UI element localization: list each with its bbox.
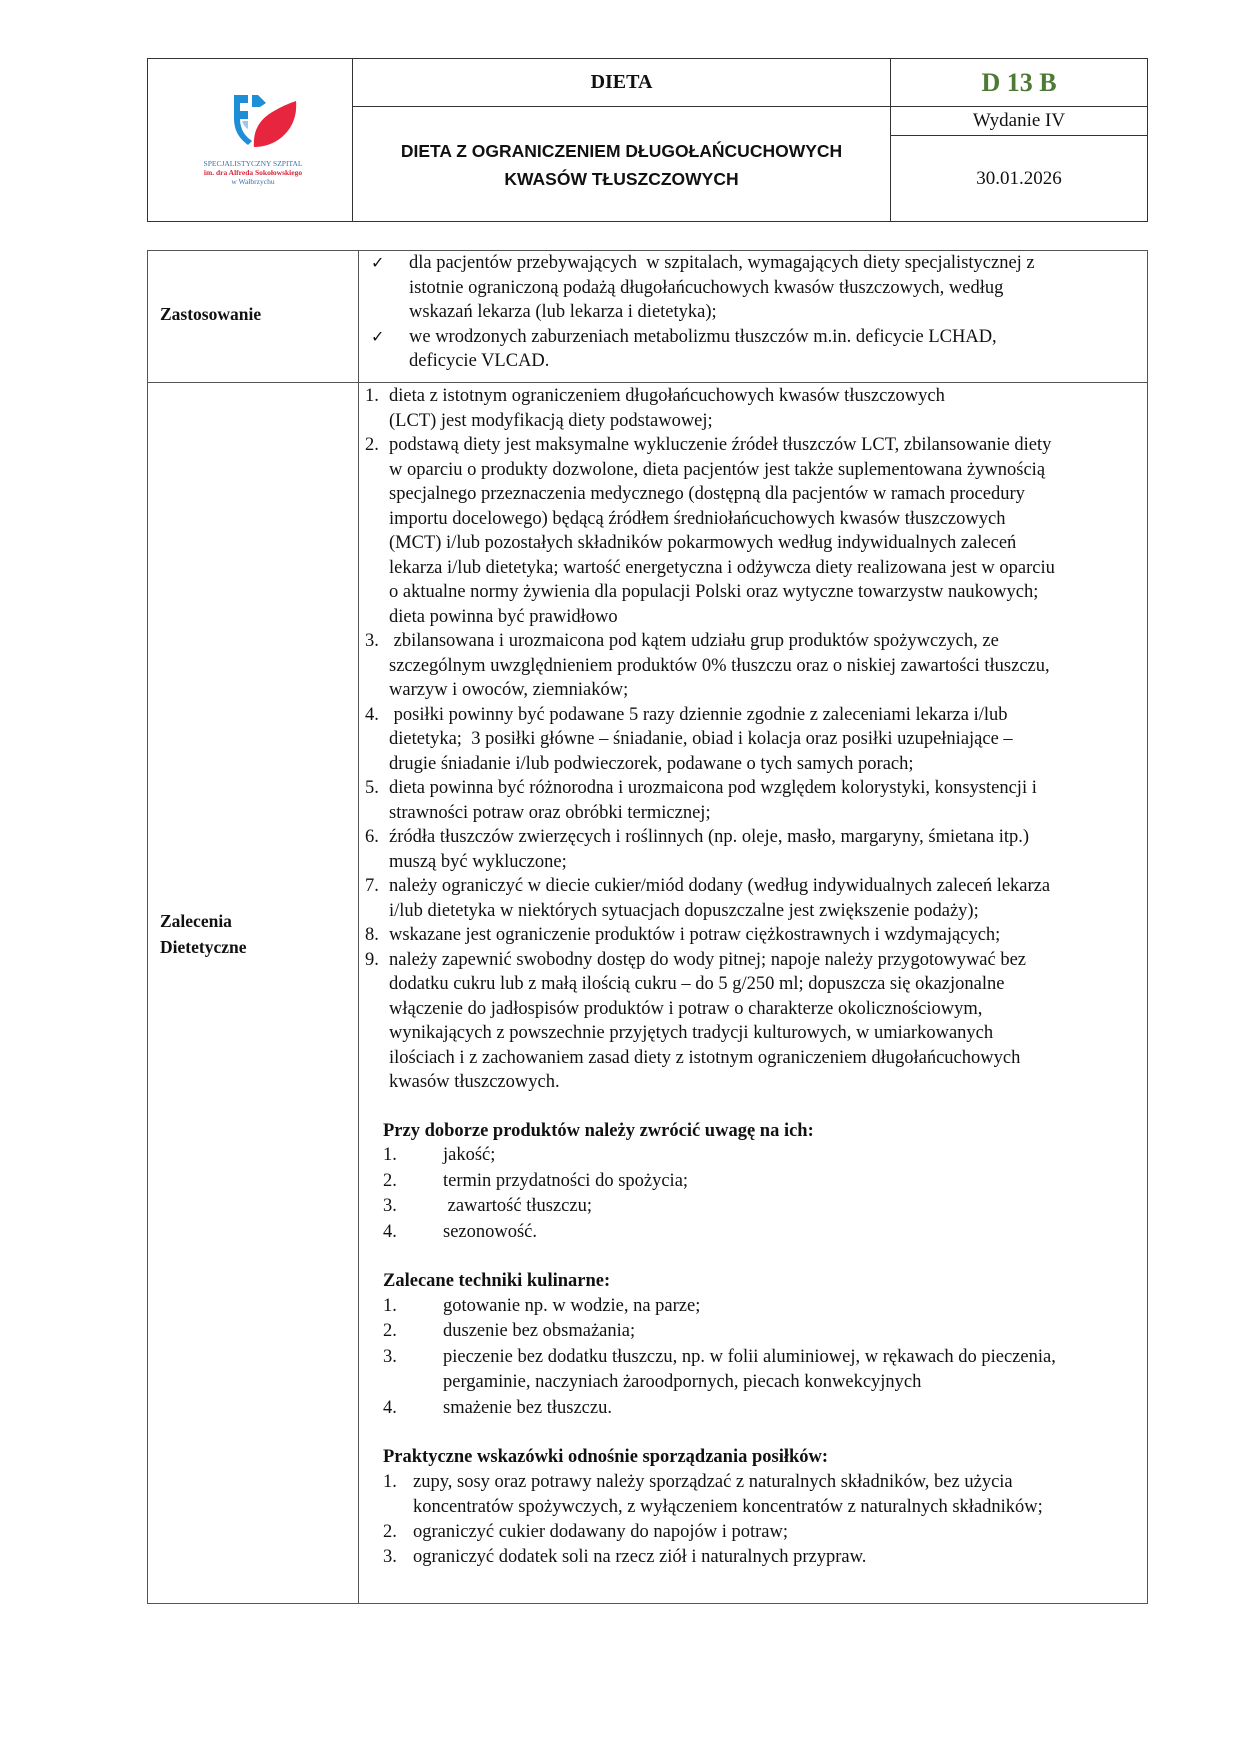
- tips-list: [359, 1470, 1147, 1570]
- list-number: 2.: [383, 1321, 397, 1341]
- recommendation-item: [365, 629, 1147, 703]
- hospital-logo: [178, 89, 328, 189]
- list-item-line: duszenie bez obsmażania;: [443, 1321, 636, 1341]
- header-title-cell: [353, 59, 891, 221]
- recommendation-item: [365, 825, 1147, 874]
- list-item-line: źródła tłuszczów zwierzęcych i roślinnych (np. oleje, masło, margaryny, śmietana itp.): [389, 827, 1030, 847]
- list-item-line: gotowanie np. w wodzie, na parze;: [443, 1295, 701, 1316]
- list-item-line: dieta powinna być różnorodna i urozmaicona pod względem kolorystyki, konsystencji i: [389, 778, 1037, 798]
- list-item-line: dietetyka; 3 posiłki główne – śniadanie, obiad i kolacja oraz posiłki uzupełniające –: [389, 729, 1013, 749]
- list-number: 3.: [383, 1196, 397, 1216]
- list-number: 3.: [365, 631, 379, 651]
- document-title-line-1: DIETA Z OGRANICZENIEM DŁUGOŁAŃCUCHOWYCH: [400, 140, 843, 161]
- list-item-line: należy ograniczyć w diecie cukier/miód dodany (według indywidualnych zaleceń lekarza: [389, 876, 1051, 896]
- recommendation-item: [365, 433, 1147, 629]
- logo-cell: [148, 59, 353, 221]
- zastosowanie-content: [359, 251, 1147, 382]
- products-list: [359, 1143, 1147, 1245]
- list-number: 3.: [383, 1346, 397, 1367]
- list-item-line: specjalnego przeznaczenia medycznego (dostępną dla pacjentów w ramach procedury: [389, 484, 1025, 504]
- recommendation-item: [365, 948, 1147, 1095]
- document-header: [147, 58, 1148, 222]
- list-item-line: drugie śniadanie i/lub podwieczorek, podawane o tych samych porach;: [389, 753, 914, 774]
- list-item-line: posiłki powinny być podawane 5 razy dziennie zgodnie z zaleceniami lekarza i/lub: [389, 704, 1008, 725]
- edition-label: Wydanie IV: [891, 107, 1147, 136]
- list-number: 1.: [383, 1295, 397, 1316]
- list-item-line: kwasów tłuszczowych.: [389, 1072, 560, 1092]
- tip-item: [383, 1545, 1147, 1570]
- technique-item: [383, 1294, 1147, 1320]
- list-item-line: istotnie ograniczoną podażą długołańcuchowych kwasów tłuszczowych, według: [409, 277, 1004, 298]
- application-item: [371, 325, 1147, 374]
- list-item-line: dieta z istotnym ograniczeniem długołańcuchowych kwasów tłuszczowych: [389, 386, 945, 406]
- technique-item: [383, 1345, 1147, 1396]
- shield-cross-leaf-icon: [178, 89, 328, 159]
- list-number: 1.: [365, 386, 379, 406]
- techniques-list: [359, 1294, 1147, 1422]
- list-item-line: ilościach i z zachowaniem zasad diety z istotnym ograniczeniem długołańcuchowych: [389, 1047, 1021, 1068]
- list-item-line: dieta powinna być prawidłowo: [389, 606, 618, 627]
- list-number: 9.: [365, 949, 379, 970]
- recommendations-list: [359, 384, 1147, 1095]
- row-label-cell: [148, 251, 359, 382]
- list-number: 2.: [383, 1521, 397, 1542]
- product-criteria-item: [383, 1220, 1147, 1246]
- products-section-title: Przy doborze produktów należy zwrócić uwagę na ich:: [383, 1120, 814, 1141]
- logo-line-2: im. dra Alfreda Sokołowskiego: [203, 168, 303, 177]
- list-item-line: (MCT) i/lub pozostałych składników pokarmowych według indywidualnych zaleceń: [389, 533, 1017, 553]
- product-criteria-item: [383, 1194, 1147, 1220]
- list-number: 4.: [383, 1397, 397, 1418]
- list-item-line: ograniczyć cukier dodawany do napojów i potraw;: [413, 1521, 789, 1542]
- list-item-line: wynikających z powszechnie przyjętych tradycji kulturowych, w umiarkowanych: [389, 1023, 994, 1043]
- application-item: [371, 251, 1147, 325]
- list-item-line: warzyw i owoców, ziemniaków;: [389, 680, 629, 700]
- list-item-line: zawartość tłuszczu;: [443, 1196, 592, 1216]
- zalecenia-content: [359, 383, 1147, 1604]
- recommendation-item: [365, 874, 1147, 923]
- tips-section-title: Praktyczne wskazówki odnośnie sporządzania posiłków:: [383, 1447, 829, 1467]
- row-label-zalecenia-1: Zalecenia: [160, 911, 232, 931]
- list-item-line: strawności potraw oraz obróbki termicznej;: [389, 802, 711, 823]
- document-title-line-2: KWASÓW TŁUSZCZOWYCH: [504, 168, 739, 189]
- technique-item: [383, 1396, 1147, 1422]
- recommendation-item: [365, 776, 1147, 825]
- list-item-line: pergaminie, naczyniach żaroodpornych, piecach konwekcyjnych: [443, 1372, 922, 1392]
- row-label-cell: [148, 383, 359, 1603]
- document-code: D 13 B: [891, 59, 1147, 107]
- list-item-line: o aktualne normy żywienia dla populacji Polski oraz wytyczne towarzystw naukowych;: [389, 582, 1039, 602]
- list-item-line: (LCT) jest modyfikacją diety podstawowej;: [389, 410, 713, 431]
- list-number: 4.: [365, 704, 379, 725]
- list-item-line: deficycie VLCAD.: [409, 351, 550, 371]
- tip-item: [383, 1470, 1147, 1520]
- list-number: 2.: [365, 435, 379, 455]
- list-item-line: lekarza i/lub dietetyka; wartość energetyczna i odżywcza diety realizowana jest w oparciu: [389, 557, 1055, 578]
- recommendation-item: [365, 923, 1147, 948]
- list-item-line: ograniczyć dodatek soli na rzecz ziół i naturalnych przypraw.: [413, 1546, 867, 1567]
- list-item-line: włączenie do jadłospisów produktów i potraw o charakterze okolicznościowym,: [389, 998, 983, 1019]
- list-number: 7.: [365, 876, 379, 896]
- list-item-line: koncentratów spożywczych, z wyłączeniem koncentratów z naturalnych składników;: [413, 1496, 1043, 1517]
- list-item-line: i/lub dietetyka w niektórych sytuacjach dopuszczalne jest zwiększenie podaży);: [389, 900, 979, 921]
- list-item-line: należy zapewnić swobodny dostęp do wody pitnej; napoje należy przygotowywać bez: [389, 949, 1027, 970]
- list-item-line: podstawą diety jest maksymalne wykluczenie źródeł tłuszczów LCT, zbilansowanie diety: [389, 435, 1052, 455]
- row-label-zastosowanie: Zastosowanie: [160, 304, 262, 324]
- list-item-line: zupy, sosy oraz potrawy należy sporządzać z naturalnych składników, bez użycia: [413, 1471, 1013, 1492]
- list-item-line: dla pacjentów przebywających w szpitalach, wymagających diety specjalistycznej z: [409, 253, 1035, 273]
- checkmark-icon: ✓: [371, 253, 385, 272]
- list-item-line: sezonowość.: [443, 1221, 538, 1242]
- list-item-line: szczególnym uwzględnieniem produktów 0% tłuszczu oraz o niskiej zawartości tłuszczu,: [389, 655, 1050, 676]
- list-item-line: muszą być wykluczone;: [389, 851, 567, 872]
- recommendation-item: [365, 384, 1147, 433]
- header-meta-cell: [891, 59, 1147, 221]
- list-number: 3.: [383, 1546, 397, 1567]
- table-row-zalecenia: [148, 383, 1147, 1603]
- list-number: 1.: [383, 1145, 397, 1165]
- list-item-line: smażenie bez tłuszczu.: [443, 1397, 612, 1418]
- list-item-line: wskazań lekarza (lub lekarza i dietetyka);: [409, 302, 717, 322]
- list-number: 8.: [365, 925, 379, 945]
- list-item-line: importu docelowego) będącą źródłem średniołańcuchowych kwasów tłuszczowych: [389, 508, 1006, 529]
- recommendation-item: [365, 703, 1147, 777]
- technique-item: [383, 1319, 1147, 1345]
- logo-line-1: SPECJALISTYCZNY SZPITAL: [203, 159, 303, 168]
- list-item-line: zbilansowana i urozmaicona pod kątem udziału grup produktów spożywczych, ze: [389, 631, 999, 651]
- product-criteria-item: [383, 1169, 1147, 1195]
- list-number: 1.: [383, 1471, 397, 1492]
- table-row-zastosowanie: [148, 251, 1147, 383]
- list-number: 2.: [383, 1170, 397, 1191]
- list-number: 5.: [365, 778, 379, 798]
- document-title: [353, 107, 890, 222]
- list-item-line: wskazane jest ograniczenie produktów i potraw ciężkostrawnych i wzdymających;: [389, 925, 1001, 945]
- list-item-line: we wrodzonych zaburzeniach metabolizmu tłuszczów m.in. deficycie LCHAD,: [409, 326, 997, 347]
- list-item-line: termin przydatności do spożycia;: [443, 1170, 689, 1191]
- product-criteria-item: [383, 1143, 1147, 1169]
- logo-line-3: w Wałbrzychu: [231, 177, 275, 186]
- checkmark-icon: ✓: [371, 326, 385, 346]
- list-item-line: w oparciu o produkty dozwolone, dieta pacjentów jest także suplementowana żywnością: [389, 459, 1046, 480]
- row-label-zalecenia-2: Dietetyczne: [160, 937, 247, 957]
- list-number: 6.: [365, 827, 379, 847]
- techniques-section-title: Zalecane techniki kulinarne:: [383, 1271, 611, 1291]
- list-item-line: dodatku cukru lub z małą ilością cukru – do 5 g/250 ml; dopuszcza się okazjonalne: [389, 974, 1005, 994]
- list-item-line: pieczenie bez dodatku tłuszczu, np. w folii aluminiowej, w rękawach do pieczenia,: [443, 1346, 1056, 1367]
- document-date: 30.01.2026: [976, 168, 1062, 189]
- document-category: DIETA: [353, 59, 890, 107]
- diet-table: [147, 250, 1148, 1604]
- list-number: 4.: [383, 1221, 397, 1242]
- list-item-line: jakość;: [443, 1145, 496, 1165]
- tip-item: [383, 1520, 1147, 1545]
